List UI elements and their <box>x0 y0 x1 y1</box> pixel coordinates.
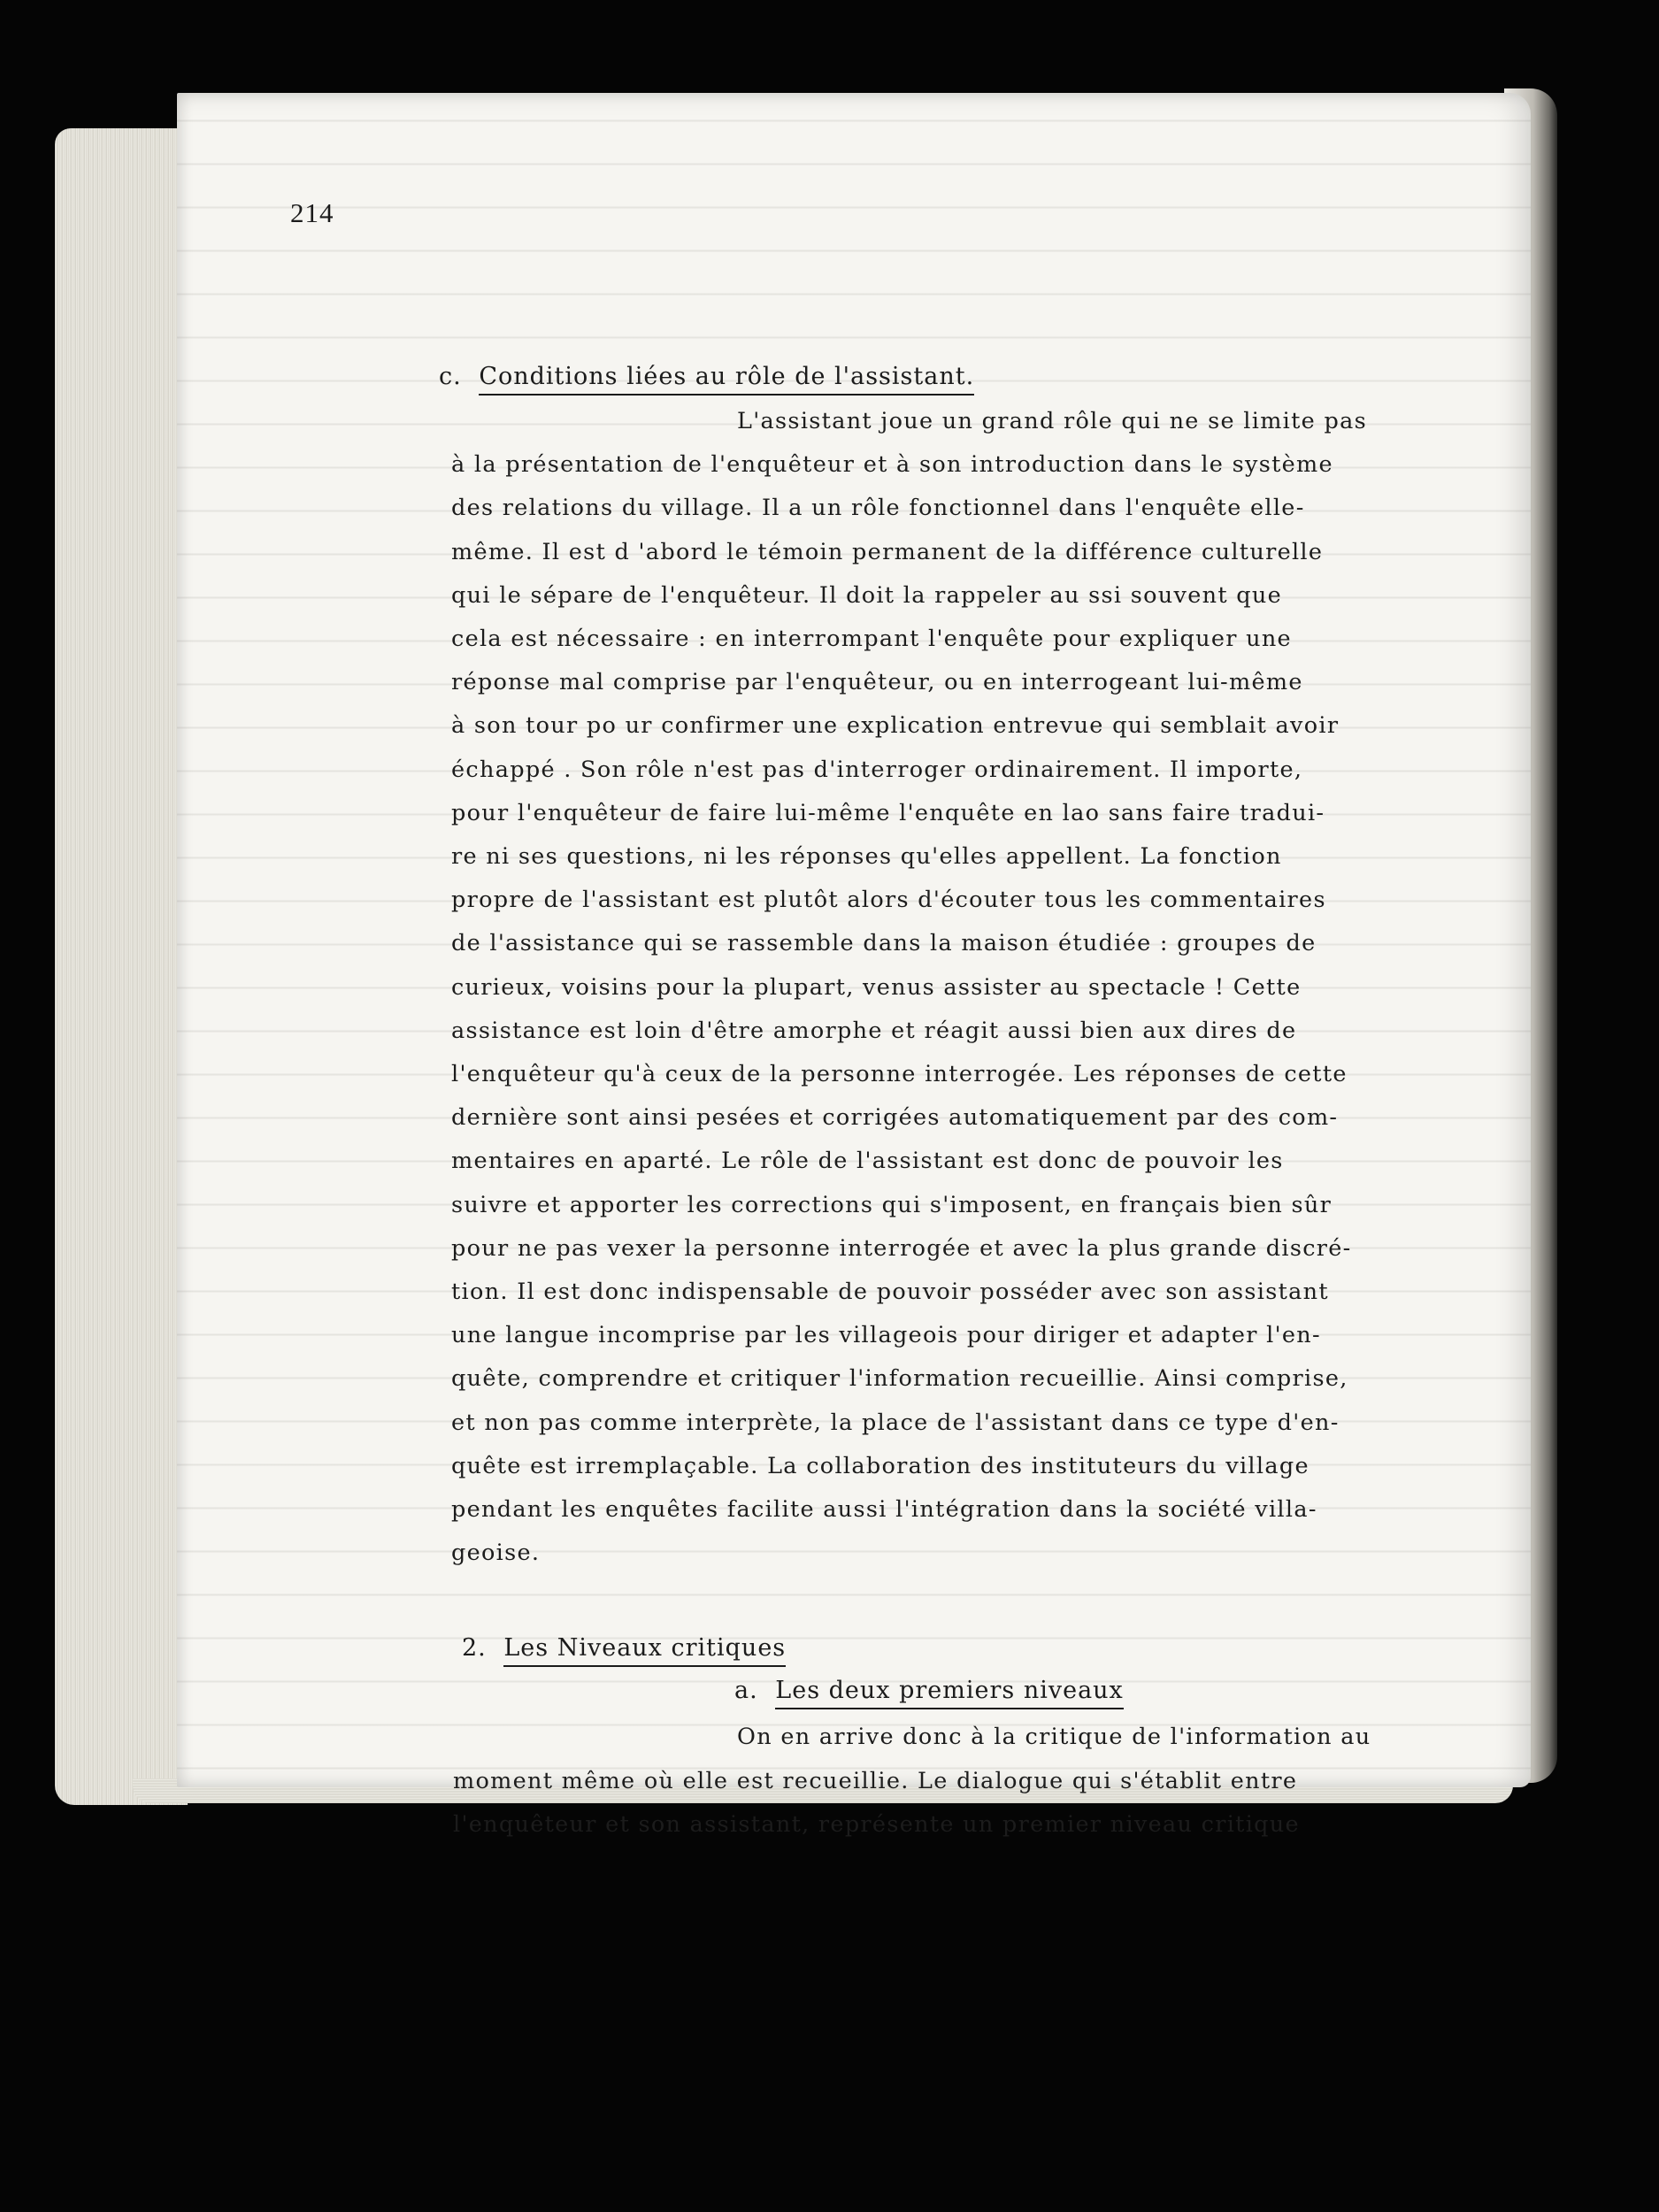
text-line: échappé . Son rôle n'est pas d'interroger ordinairement. Il importe, <box>451 756 1303 783</box>
section-a-heading <box>734 1677 1124 1704</box>
text-line: même. Il est d 'abord le témoin permanent de la différence culturelle <box>451 538 1324 565</box>
section-2-title: Les Niveaux critiques <box>503 1634 786 1667</box>
text-line: tion. Il est donc indispensable de pouvoir posséder avec son assistant <box>451 1279 1329 1305</box>
text-line: On en arrive donc à la critique de l'information au <box>737 1724 1371 1750</box>
section-2-number: 2. <box>462 1634 487 1662</box>
text-line: re ni ses questions, ni les réponses qu'elles appellent. La fonction <box>451 843 1282 870</box>
text-line: à la présentation de l'enquêteur et à son introduction dans le système <box>451 451 1333 479</box>
text-line: quête, comprendre et critiquer l'information recueillie. Ainsi comprise, <box>451 1365 1348 1393</box>
section-c-letter: c. <box>439 363 462 390</box>
section-c-heading <box>439 363 974 390</box>
text-line: L'assistant joue un grand rôle qui ne se limite pas <box>737 408 1367 434</box>
section-2-heading <box>462 1634 786 1662</box>
text-line: des relations du village. Il a un rôle fonctionnel dans l'enquête elle- <box>451 495 1305 522</box>
page-number: 214 <box>290 197 334 228</box>
text-line: de l'assistance qui se rassemble dans la maison étudiée : groupes de <box>451 930 1317 957</box>
text-line: mentaires en aparté. Le rôle de l'assistant est donc de pouvoir les <box>451 1148 1284 1175</box>
text-line: cela est nécessaire : en interrompant l'enquête pour expliquer une <box>451 626 1292 652</box>
text-line: suivre et apporter les corrections qui s'imposent, en français bien sûr <box>451 1191 1333 1218</box>
text-line: et non pas comme interprète, la place de l'assistant dans ce type d'en- <box>451 1409 1340 1436</box>
text-line: quête est irremplaçable. La collaboration des instituteurs du village <box>451 1452 1310 1479</box>
section-a-letter: a. <box>734 1677 758 1704</box>
text-line: propre de l'assistant est plutôt alors d'écouter tous les commentaires <box>451 887 1326 914</box>
text-line: à son tour po ur confirmer une explication entrevue qui semblait avoir <box>451 712 1340 740</box>
text-line: l'enquêteur qu'à ceux de la personne interrogée. Les réponses de cette <box>451 1061 1348 1087</box>
book-page <box>177 93 1531 1838</box>
text-line: une langue incomprise par les villageois pour diriger et adapter l'en- <box>451 1322 1321 1349</box>
text-line: geoise. <box>451 1540 541 1567</box>
text-line: assistance est loin d'être amorphe et réagit aussi bien aux dires de <box>451 1017 1297 1044</box>
text-line: pendant les enquêtes facilite aussi l'intégration dans la société villa- <box>451 1496 1317 1523</box>
text-line: curieux, voisins pour la plupart, venus assister au spectacle ! Cette <box>451 973 1302 1001</box>
text-line: l'enquêteur et son assistant, représente un premier niveau critique <box>453 1811 1300 1838</box>
section-a-title: Les deux premiers niveaux <box>775 1677 1124 1709</box>
text-line: moment même où elle est recueillie. Le dialogue qui s'établit entre <box>453 1767 1298 1794</box>
text-line: réponse mal comprise par l'enquêteur, ou en interrogeant lui-même <box>451 669 1303 696</box>
section-c-title: Conditions liées au rôle de l'assistant. <box>479 363 974 396</box>
text-line: qui le sépare de l'enquêteur. Il doit la rappeler au ssi souvent que <box>451 581 1283 609</box>
text-line: pour l'enquêteur de faire lui-même l'enquête en lao sans faire tradui- <box>451 799 1325 826</box>
text-line: dernière sont ainsi pesées et corrigées automatiquement par des com- <box>451 1104 1339 1132</box>
book-page-edges <box>55 128 188 1805</box>
text-line: pour ne pas vexer la personne interrogée et avec la plus grande discré- <box>451 1234 1352 1262</box>
